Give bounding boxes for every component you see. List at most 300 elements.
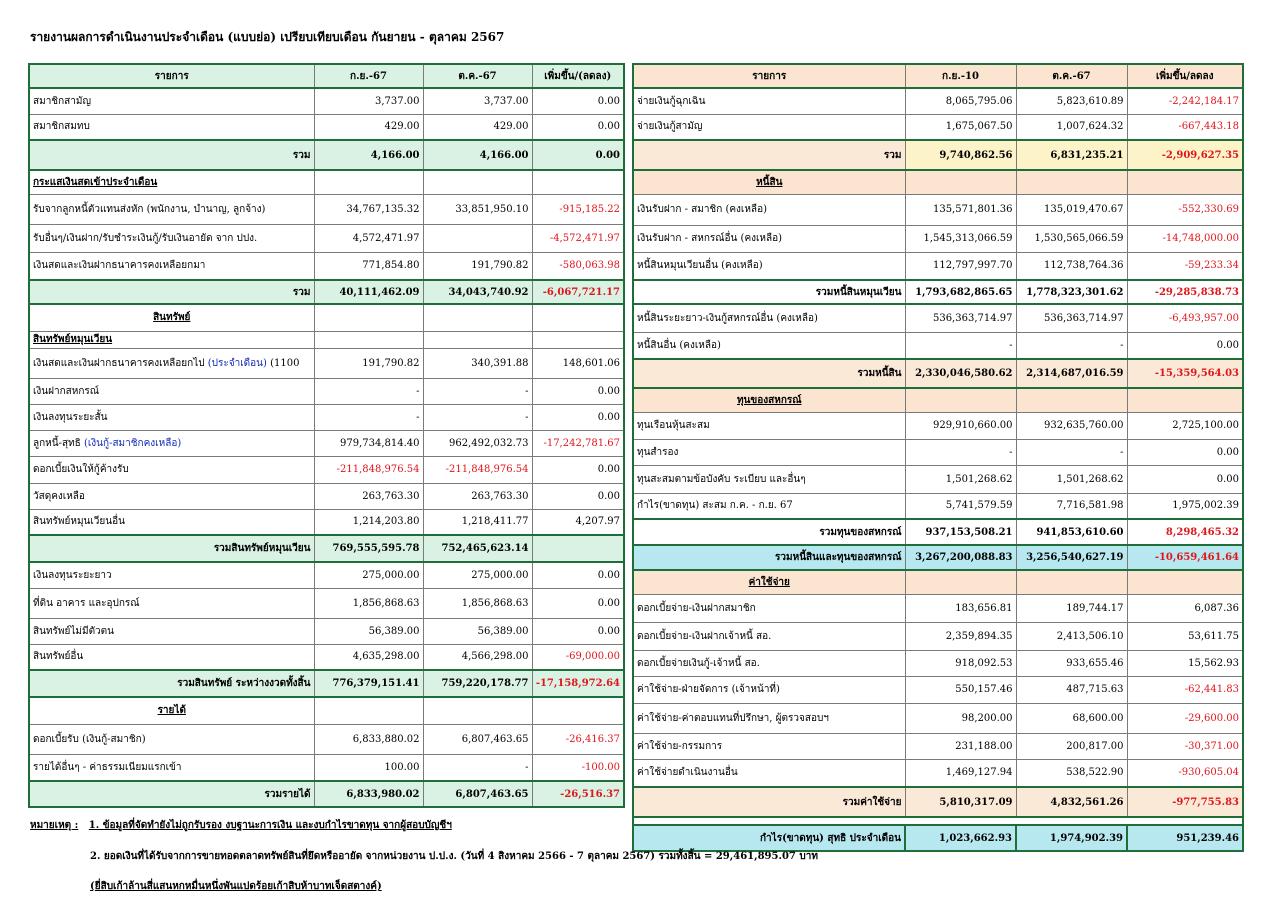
value-b: 263,763.30 <box>423 483 532 509</box>
value-b: 68,600.00 <box>1016 703 1127 733</box>
value-b: 112,738,764.36 <box>1016 252 1127 280</box>
value-a: - <box>314 404 423 430</box>
row-label: เงินรับฝาก - สหกรณ์อื่น (คงเหลือ) <box>633 225 905 252</box>
value-b: 3,737.00 <box>423 88 532 114</box>
value-b <box>1016 170 1127 194</box>
table-row <box>29 194 624 224</box>
value-a: 2,359,894.35 <box>905 622 1016 650</box>
value-b: 487,715.63 <box>1016 676 1127 703</box>
value-b: 4,832,561.26 <box>1016 787 1127 817</box>
value-c: -17,158,972.64 <box>532 670 624 697</box>
value-a: 100.00 <box>314 754 423 781</box>
table-row <box>29 644 624 670</box>
value-c: 1,975,002.39 <box>1127 493 1243 519</box>
row-label: ดอกเบี้ยรับ (เงินกู้-สมาชิก) <box>29 724 314 754</box>
value-a <box>314 331 423 348</box>
value-c: -29,285,838.73 <box>1127 280 1243 304</box>
column-header: รายการ <box>633 64 905 88</box>
net-profit-value-b: 1,974,902.39 <box>1016 825 1127 851</box>
label-tail: (1100 <box>266 357 300 369</box>
value-a: 112,797,997.70 <box>905 252 1016 280</box>
value-c: -915,185.22 <box>532 194 624 224</box>
row-label: ค่าใช้จ่าย-ค่าตอบแทนที่ปรึกษา, ผู้ตรวจสอบฯ <box>633 703 905 733</box>
value-b <box>423 224 532 252</box>
value-c <box>1127 170 1243 194</box>
net-profit-value-a: 1,023,662.93 <box>905 825 1016 851</box>
value-b <box>423 170 532 194</box>
header-row <box>633 64 1243 88</box>
section-title: หนี้สิน <box>756 176 783 188</box>
value-c: 0.00 <box>532 404 624 430</box>
value-b: 340,391.88 <box>423 348 532 378</box>
row-label: หนี้สินหมุนเวียนอื่น (คงเหลือ) <box>633 252 905 280</box>
table-row <box>633 493 1243 519</box>
table-row <box>633 140 1243 170</box>
table-row <box>633 519 1243 545</box>
row-label <box>633 570 905 594</box>
row-label: ค่าใช้จ่าย-ฝ่ายจัดการ (เจ้าหน้าที่) <box>633 676 905 703</box>
table-row <box>29 280 624 304</box>
value-c: -100.00 <box>532 754 624 781</box>
row-label: หนี้สินระยะยาว-เงินกู้สหกรณ์อื่น (คงเหลือ) <box>633 304 905 332</box>
value-c: 2,725,100.00 <box>1127 412 1243 439</box>
table-row <box>29 588 624 618</box>
row-label: ทุนสะสมตามข้อบังคับ ระเบียบ และอื่นๆ <box>633 465 905 493</box>
value-c: 0.00 <box>532 140 624 170</box>
value-b: 1,856,868.63 <box>423 588 532 618</box>
value-a: 275,000.00 <box>314 562 423 588</box>
table-row <box>633 733 1243 759</box>
row-label: รวม <box>633 140 905 170</box>
column-header: เพิ่มขึ้น/(ลดลง) <box>532 64 624 88</box>
value-c: 148,601.06 <box>532 348 624 378</box>
value-c: -59,233.34 <box>1127 252 1243 280</box>
value-c: 0.00 <box>1127 439 1243 465</box>
value-c: 0.00 <box>532 588 624 618</box>
value-a: 937,153,508.21 <box>905 519 1016 545</box>
column-header: ก.ย.-67 <box>314 64 423 88</box>
value-b: 6,831,235.21 <box>1016 140 1127 170</box>
row-label: ค่าใช้จ่ายดำเนินงานอื่น <box>633 759 905 787</box>
value-c: 0.00 <box>532 378 624 404</box>
value-a: 771,854.80 <box>314 252 423 280</box>
value-b: 1,007,624.32 <box>1016 114 1127 140</box>
value-a: 3,737.00 <box>314 88 423 114</box>
value-b <box>423 697 532 724</box>
table-row <box>29 88 624 114</box>
value-b: 2,314,687,016.59 <box>1016 359 1127 388</box>
value-a: 34,767,135.32 <box>314 194 423 224</box>
row-label: รวมหนี้สิน <box>633 359 905 388</box>
row-label: สินทรัพย์อื่น <box>29 644 314 670</box>
spacer-cell <box>1016 817 1127 825</box>
value-c: -10,659,461.64 <box>1127 545 1243 570</box>
value-c: -14,748,000.00 <box>1127 225 1243 252</box>
net-profit-row <box>633 825 1243 851</box>
value-a: 98,200.00 <box>905 703 1016 733</box>
value-c: 0.00 <box>532 483 624 509</box>
note-line-1 <box>30 818 452 833</box>
table-row <box>633 225 1243 252</box>
row-label <box>29 430 314 456</box>
row-label: ทุนสำรอง <box>633 439 905 465</box>
table-row <box>633 114 1243 140</box>
value-c: -930,605.04 <box>1127 759 1243 787</box>
value-b: 6,807,463.65 <box>423 724 532 754</box>
section-title: ค่าใช้จ่าย <box>748 576 790 588</box>
column-header: รายการ <box>29 64 314 88</box>
value-c: 4,207.97 <box>532 509 624 535</box>
label-text: ลูกหนี้-สุทธิ <box>33 437 81 449</box>
table-row <box>633 304 1243 332</box>
value-b: 5,823,610.89 <box>1016 88 1127 114</box>
value-b: 752,465,623.14 <box>423 535 532 562</box>
table-row <box>29 331 624 348</box>
label-highlight: (ประจำเดือน) <box>207 357 267 369</box>
table-row <box>633 332 1243 359</box>
table-row <box>633 252 1243 280</box>
row-label <box>29 170 314 194</box>
row-label: ค่าใช้จ่าย-กรรมการ <box>633 733 905 759</box>
value-b <box>423 331 532 348</box>
table-row <box>29 404 624 430</box>
value-a: 1,214,203.80 <box>314 509 423 535</box>
value-b: 2,413,506.10 <box>1016 622 1127 650</box>
value-b: 1,501,268.62 <box>1016 465 1127 493</box>
value-a: 6,833,880.02 <box>314 724 423 754</box>
value-c: 0.00 <box>532 456 624 483</box>
table-row <box>29 348 624 378</box>
value-c: 0.00 <box>532 562 624 588</box>
row-label: รายได้อื่นๆ - ค่าธรรมเนียมแรกเข้า <box>29 754 314 781</box>
value-a: 2,330,046,580.62 <box>905 359 1016 388</box>
table-row <box>29 456 624 483</box>
value-a <box>905 388 1016 412</box>
value-a: 550,157.46 <box>905 676 1016 703</box>
table-row <box>29 781 624 807</box>
value-c: -667,443.18 <box>1127 114 1243 140</box>
value-b: - <box>423 378 532 404</box>
row-label: สินทรัพย์ไม่มีตัวตน <box>29 618 314 644</box>
row-label <box>29 697 314 724</box>
value-a: 183,656.81 <box>905 594 1016 622</box>
value-a: 979,734,814.40 <box>314 430 423 456</box>
value-a: 40,111,462.09 <box>314 280 423 304</box>
row-label: รวม <box>29 280 314 304</box>
row-label: วัสดุคงเหลือ <box>29 483 314 509</box>
row-label: ดอกเบี้ยเงินให้กู้ค้างรับ <box>29 456 314 483</box>
value-b: 429.00 <box>423 114 532 140</box>
value-b: 933,655.46 <box>1016 650 1127 676</box>
row-label: จ่ายเงินกู้สามัญ <box>633 114 905 140</box>
row-label: รวมรายได้ <box>29 781 314 807</box>
table-row <box>633 545 1243 570</box>
value-a: 56,389.00 <box>314 618 423 644</box>
spacer-row <box>633 817 1243 825</box>
row-label: เงินสดและเงินฝากธนาคารคงเหลือยกมา <box>29 252 314 280</box>
table-row <box>633 194 1243 225</box>
label-highlight: (เงินกู้-สมาชิกคงเหลือ) <box>83 437 182 449</box>
value-b <box>1016 388 1127 412</box>
left-table <box>28 63 625 808</box>
right-table <box>632 63 1244 852</box>
section-title: รายได้ <box>157 705 186 717</box>
column-header: ต.ค.-67 <box>1016 64 1127 88</box>
table-row <box>633 570 1243 594</box>
table-row <box>29 140 624 170</box>
table-row <box>29 618 624 644</box>
note-line-2: 2. ยอดเงินที่ได้รับจากการขายทอดตลาดทรัพย์สินที่ยึดหรืออายัด จากหน่วยงาน ป.ป.ง. (วันที่ 4 สิงหาคม 2566 - 7 ตุลาคม 2567) รวมทั้งสิ้น = 29,461,895.07 บาท <box>90 851 818 862</box>
table-row <box>29 670 624 697</box>
column-header: ก.ย.-10 <box>905 64 1016 88</box>
section-title: ทุนของสหกรณ์ <box>736 394 802 406</box>
value-a: 231,188.00 <box>905 733 1016 759</box>
section-title: กระแสเงินสดเข้าประจำเดือน <box>33 176 158 188</box>
row-label: จ่ายเงินกู้ฉุกเฉิน <box>633 88 905 114</box>
value-c <box>1127 388 1243 412</box>
value-a: 769,555,595.78 <box>314 535 423 562</box>
note-prefix: หมายเหตุ : <box>30 820 79 831</box>
value-a: -211,848,976.54 <box>314 456 423 483</box>
value-c: 6,087.36 <box>1127 594 1243 622</box>
value-c: -977,755.83 <box>1127 787 1243 817</box>
value-a: 4,635,298.00 <box>314 644 423 670</box>
row-label: สมาชิกสมทบ <box>29 114 314 140</box>
value-b: 1,778,323,301.62 <box>1016 280 1127 304</box>
value-b: - <box>423 404 532 430</box>
value-b: 932,635,760.00 <box>1016 412 1127 439</box>
value-c: 0.00 <box>1127 332 1243 359</box>
row-label: รวมหนี้สินและทุนของสหกรณ์ <box>633 545 905 570</box>
table-row <box>29 754 624 781</box>
row-label: ดอกเบี้ยจ่าย-เงินฝากเจ้าหนี้ สอ. <box>633 622 905 650</box>
value-b: 7,716,581.98 <box>1016 493 1127 519</box>
value-b: 1,218,411.77 <box>423 509 532 535</box>
row-label: เงินฝากสหกรณ์ <box>29 378 314 404</box>
table-row <box>29 562 624 588</box>
row-label: รวมสินทรัพย์ ระหว่างงวดทั้งสิ้น <box>29 670 314 697</box>
value-c: -29,600.00 <box>1127 703 1243 733</box>
value-b: 941,853,610.60 <box>1016 519 1127 545</box>
report-title: รายงานผลการดำเนินงานประจำเดือน (แบบย่อ) เปรียบเทียบเดือน กันยายน - ตุลาคม 2567 <box>30 30 505 44</box>
row-label: ดอกเบี้ยจ่าย-เงินฝากสมาชิก <box>633 594 905 622</box>
value-a <box>905 170 1016 194</box>
row-label <box>633 388 905 412</box>
value-a: 429.00 <box>314 114 423 140</box>
value-a: 1,793,682,865.65 <box>905 280 1016 304</box>
table-row <box>29 170 624 194</box>
table-row <box>29 224 624 252</box>
value-a: 1,545,313,066.59 <box>905 225 1016 252</box>
value-c: 0.00 <box>1127 465 1243 493</box>
value-c: -30,371.00 <box>1127 733 1243 759</box>
value-b: 538,522.90 <box>1016 759 1127 787</box>
table-row <box>29 252 624 280</box>
value-a <box>314 304 423 331</box>
row-label: สินทรัพย์หมุนเวียนอื่น <box>29 509 314 535</box>
value-b: 200,817.00 <box>1016 733 1127 759</box>
value-b: 962,492,032.73 <box>423 430 532 456</box>
table-row <box>633 388 1243 412</box>
spacer-cell <box>1127 817 1243 825</box>
value-c <box>532 697 624 724</box>
value-b: - <box>1016 332 1127 359</box>
value-b: 1,530,565,066.59 <box>1016 225 1127 252</box>
value-c <box>532 331 624 348</box>
value-c <box>1127 570 1243 594</box>
table-row <box>633 412 1243 439</box>
value-b: 4,166.00 <box>423 140 532 170</box>
value-a: - <box>314 378 423 404</box>
value-c <box>532 535 624 562</box>
value-a: 5,810,317.09 <box>905 787 1016 817</box>
value-b: 189,744.17 <box>1016 594 1127 622</box>
value-c: -26,416.37 <box>532 724 624 754</box>
value-c: -6,493,957.00 <box>1127 304 1243 332</box>
label-text: เงินสดและเงินฝากธนาคารคงเหลือยกไป <box>33 357 205 369</box>
value-b: 33,851,950.10 <box>423 194 532 224</box>
row-label <box>633 170 905 194</box>
value-a: 4,572,471.97 <box>314 224 423 252</box>
value-a: 1,469,127.94 <box>905 759 1016 787</box>
value-b: - <box>1016 439 1127 465</box>
value-a <box>314 697 423 724</box>
table-row <box>633 676 1243 703</box>
value-a: 1,856,868.63 <box>314 588 423 618</box>
row-label <box>29 348 314 378</box>
table-row <box>29 535 624 562</box>
value-b: 6,807,463.65 <box>423 781 532 807</box>
table-row <box>633 280 1243 304</box>
value-b: 56,389.00 <box>423 618 532 644</box>
value-c: -4,572,471.97 <box>532 224 624 252</box>
value-b: 4,566,298.00 <box>423 644 532 670</box>
row-label: รับอื่นๆ/เงินฝาก/รับชำระเงินกู้/รับเงินอายัด จาก ปปง. <box>29 224 314 252</box>
row-label: รวมค่าใช้จ่าย <box>633 787 905 817</box>
table-row <box>633 170 1243 194</box>
value-b <box>1016 570 1127 594</box>
row-label: เงินรับฝาก - สมาชิก (คงเหลือ) <box>633 194 905 225</box>
table-row <box>29 509 624 535</box>
value-c: 53,611.75 <box>1127 622 1243 650</box>
value-a: - <box>905 439 1016 465</box>
value-a <box>905 570 1016 594</box>
row-label: กำไร(ขาดทุน) สะสม ก.ค. - ก.ย. 67 <box>633 493 905 519</box>
value-c <box>532 170 624 194</box>
value-b: 275,000.00 <box>423 562 532 588</box>
row-label <box>29 304 314 331</box>
row-label: เงินลงทุนระยะสั้น <box>29 404 314 430</box>
value-b: 536,363,714.97 <box>1016 304 1127 332</box>
value-c: 0.00 <box>532 114 624 140</box>
table-row <box>29 430 624 456</box>
value-b <box>423 304 532 331</box>
value-a <box>314 170 423 194</box>
table-row <box>633 359 1243 388</box>
value-a: 6,833,980.02 <box>314 781 423 807</box>
value-a: 3,267,200,088.83 <box>905 545 1016 570</box>
row-label: รวม <box>29 140 314 170</box>
table-row <box>633 703 1243 733</box>
section-title: สินทรัพย์ <box>153 312 191 324</box>
note-1: 1. ข้อมูลที่จัดทำยังไม่ถูกรับรอง งบฐานะการเงิน และงบกำไรขาดทุน จากผู้สอบบัญชีฯ <box>88 820 452 831</box>
value-b: 135,019,470.67 <box>1016 194 1127 225</box>
value-c: -6,067,721.17 <box>532 280 624 304</box>
row-label: หนี้สินอื่น (คงเหลือ) <box>633 332 905 359</box>
spacer-cell <box>633 817 905 825</box>
value-a: 929,910,660.00 <box>905 412 1016 439</box>
table-row <box>633 650 1243 676</box>
value-b: -211,848,976.54 <box>423 456 532 483</box>
value-c <box>532 304 624 331</box>
row-label <box>29 331 314 348</box>
value-a: 9,740,862.56 <box>905 140 1016 170</box>
row-label: ที่ดิน อาคาร และอุปกรณ์ <box>29 588 314 618</box>
table-row <box>29 114 624 140</box>
value-c: -2,909,627.35 <box>1127 140 1243 170</box>
value-a: 4,166.00 <box>314 140 423 170</box>
net-profit-label: กำไร(ขาดทุน) สุทธิ ประจำเดือน <box>633 825 905 851</box>
column-header: เพิ่มขึ้น/ลดลง <box>1127 64 1243 88</box>
table-row <box>29 378 624 404</box>
value-b: 759,220,178.77 <box>423 670 532 697</box>
value-a: 1,501,268.62 <box>905 465 1016 493</box>
row-label: รวมหนี้สินหมุนเวียน <box>633 280 905 304</box>
table-row <box>29 483 624 509</box>
value-c: -552,330.69 <box>1127 194 1243 225</box>
value-a: 263,763.30 <box>314 483 423 509</box>
value-a: 776,379,151.41 <box>314 670 423 697</box>
row-label: ทุนเรือนหุ้นสะสม <box>633 412 905 439</box>
row-label: รับจากลูกหนี้ตัวแทนส่งหัก (พนักงาน, บำนาญ, ลูกจ้าง) <box>29 194 314 224</box>
value-c: -62,441.83 <box>1127 676 1243 703</box>
row-label: สมาชิกสามัญ <box>29 88 314 114</box>
value-a: - <box>905 332 1016 359</box>
table-row <box>633 439 1243 465</box>
value-c: 15,562.93 <box>1127 650 1243 676</box>
section-title: สินทรัพย์หมุนเวียน <box>33 334 113 345</box>
value-b: 191,790.82 <box>423 252 532 280</box>
table-row <box>29 697 624 724</box>
value-a: 1,675,067.50 <box>905 114 1016 140</box>
row-label: ดอกเบี้ยจ่ายเงินกู้-เจ้าหนี้ สอ. <box>633 650 905 676</box>
table-row <box>29 304 624 331</box>
table-row <box>633 759 1243 787</box>
value-a: 135,571,801.36 <box>905 194 1016 225</box>
header-row <box>29 64 624 88</box>
value-c: -15,359,564.03 <box>1127 359 1243 388</box>
row-label: รวมทุนของสหกรณ์ <box>633 519 905 545</box>
row-label: เงินลงทุนระยะยาว <box>29 562 314 588</box>
value-b: - <box>423 754 532 781</box>
column-header: ต.ค.-67 <box>423 64 532 88</box>
value-c: -2,242,184.17 <box>1127 88 1243 114</box>
value-c: 0.00 <box>532 88 624 114</box>
table-row <box>633 88 1243 114</box>
value-c: 0.00 <box>532 618 624 644</box>
value-c: -26,516.37 <box>532 781 624 807</box>
value-b: 34,043,740.92 <box>423 280 532 304</box>
table-row <box>633 622 1243 650</box>
table-row <box>633 465 1243 493</box>
net-profit-value-c: 951,239.46 <box>1127 825 1243 851</box>
value-c: -69,000.00 <box>532 644 624 670</box>
value-c: -17,242,781.67 <box>532 430 624 456</box>
value-a: 191,790.82 <box>314 348 423 378</box>
value-b: 3,256,540,627.19 <box>1016 545 1127 570</box>
table-row <box>633 594 1243 622</box>
spacer-cell <box>905 817 1016 825</box>
